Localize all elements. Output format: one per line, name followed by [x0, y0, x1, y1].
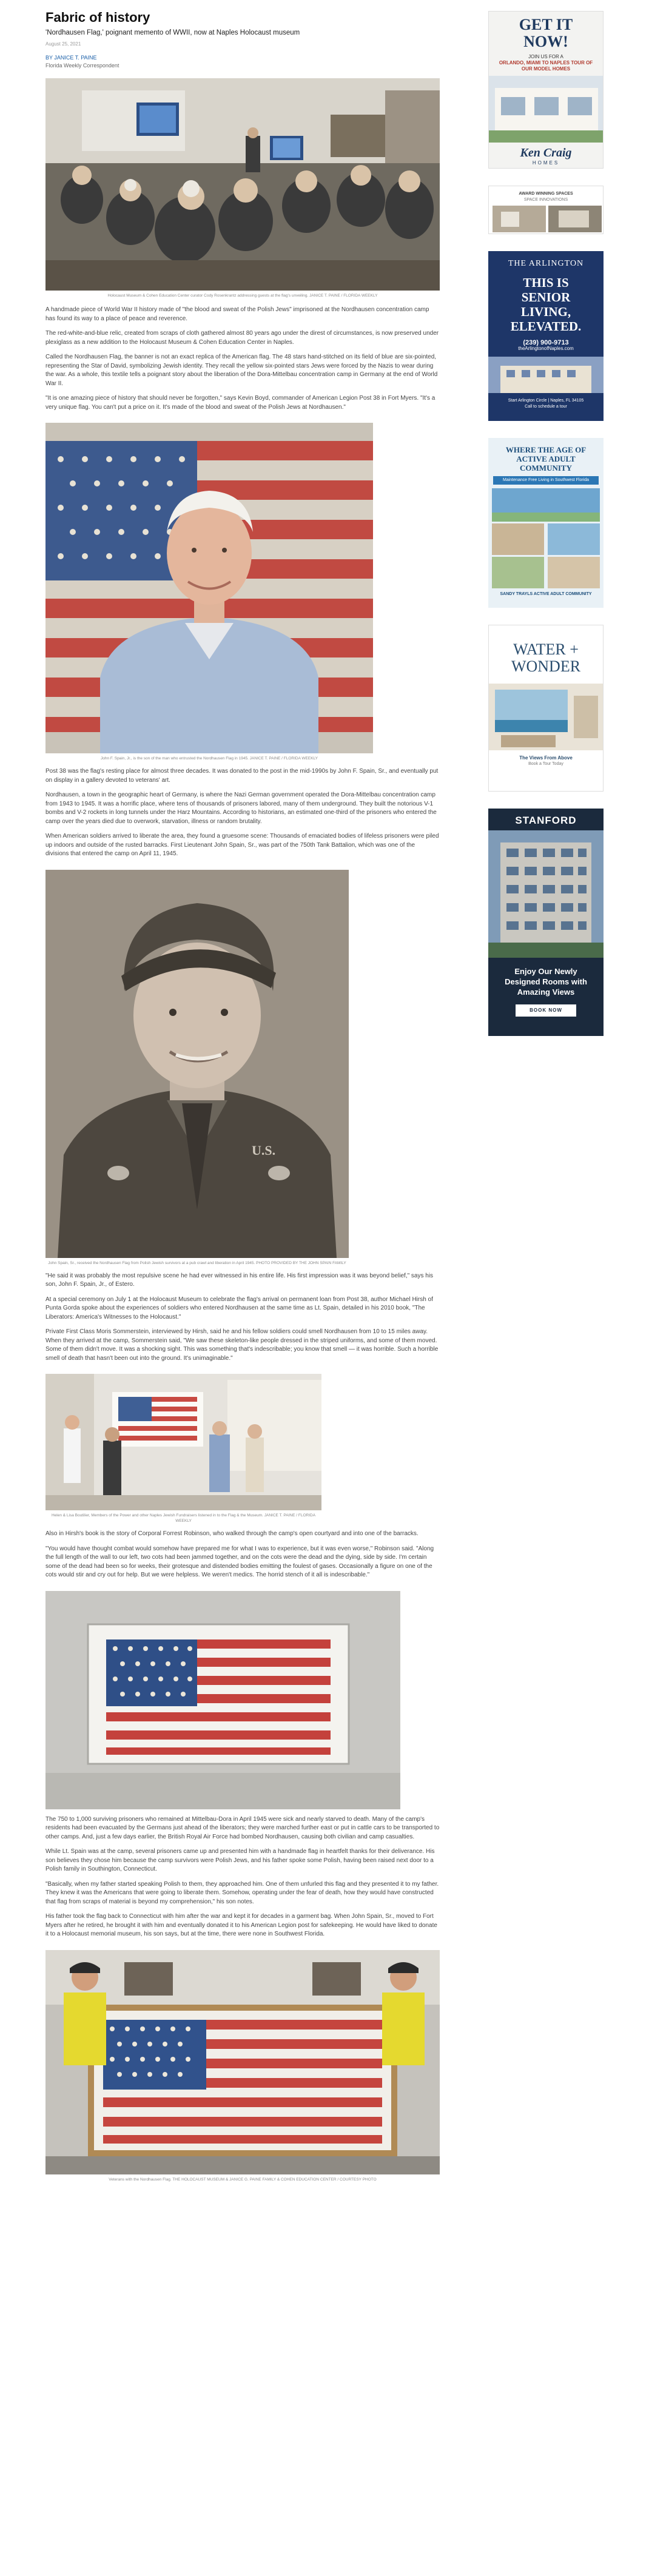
ad6-cta-button[interactable] — [516, 1004, 576, 1017]
ad3-building-photo — [488, 357, 604, 393]
caption-2: John F. Spain, Jr., is the son of the man who entrusted the Nordhausen Flag in 1945. JANICE T. PAINE / FLORIDA WEEKLY — [100, 756, 318, 761]
ad3-brand: THE ARLINGTON — [508, 259, 584, 268]
paragraph: Also in Hirsh's book is the story of Corporal Forrest Robinson, who walked through the camp's open courtyard and into one of the barracks. — [45, 1530, 419, 1537]
author-name[interactable]: BY JANICE T. PAINE — [45, 55, 97, 61]
caption-5: Veterans with the Nordhausen Flag. THE HOLOCAUST MUSEUM & JANICE G. PAINE FAMILY & COHEN EDUCATION CENTER / COURTESY PHOTO — [109, 2177, 377, 2182]
ad1-model-home-photo — [489, 76, 604, 143]
ad1-brand: Ken Craig — [520, 146, 572, 160]
ad1-brand-sub: HOMES — [532, 160, 560, 166]
caption-3: John Spain, Sr., received the Nordhausen Flag from Polish Jewish survivors at a pub crawl and liberation in April 1945. PHOTO PROVIDED BY THE JOHN SPAIN FAMILY — [48, 1260, 346, 1265]
caption-1: Holocaust Museum & Cohen Education Center curator Cody Rosenkrantz addressing guests at the flag's unveiling. JANICE T. PAINE / FLORIDA WEEKLY — [107, 294, 378, 298]
paragraph: Post 38 was the flag's resting place for almost three decades. It was donated to the post in the mid-1990s by John F. Spain, Sr., and eventually put on display in a gallery devoted to veterans' art. — [45, 768, 439, 784]
ad6-building-photo — [488, 830, 604, 958]
paragraph: The 750 to 1,000 surviving prisoners who remained at Mittelbau-Dora in April 1945 were sick and nearly starved to death. Many of the camp's residents had been evacuated by the Germans just ahead of the liberators; they were marched further east or put in cattle cars to be transported to other camps. And, just a few days earlier, the British Royal Air Force had bombed Nordhausen, causing both civilian and camp casualties. — [45, 1815, 440, 1840]
paragraph: At a special ceremony on July 1 at the Holocaust Museum to celebrate the flag's arrival on permanent loan from Post 38, author Michael Hirsh of Punta Gorda spoke about the experiences of soldiers who entered Nordhausen at the same time as Lt. Spain, detailed in his 2010 book, "The Liberators: America's Witnesses to the Holocaust." — [45, 1296, 433, 1320]
ad5-interior-photo — [489, 684, 604, 750]
paragraph: A handmade piece of World War II history made of "the blood and sweat of the Polish Jews" imprisoned at the Nordhausen concentration camp has found its way to a place of peace and reverence. — [45, 306, 429, 322]
ad5-cta[interactable]: Book a Tour Today — [528, 762, 563, 766]
ad5-headline: WATER + WONDER — [511, 641, 581, 675]
ad5-sub: The Views From Above — [519, 755, 573, 761]
ad3-address: Start Arlington Circle | Naples, FL 34105 — [508, 399, 584, 403]
ad4-sub: Maintenance Free Living in Southwest Florida — [493, 476, 599, 485]
ad2-line2: SPACE INNOVATIONS — [523, 198, 568, 202]
article — [45, 0, 440, 2182]
paragraph: The red-white-and-blue relic, created from scraps of cloth gathered almost 80 years ago under the direst of circumstances, is now preserved under plexiglass as a new addition to the Holocaust Museum & Cohen Education Center in Naples. — [45, 330, 439, 346]
author-role: Florida Weekly Correspondent — [45, 62, 119, 69]
ad3-phone: (239) 900-9713 — [523, 339, 569, 346]
paragraph: Private First Class Moris Sommerstein, interviewed by Hirsh, said he and his fellow soldiers could smell Nordhausen from 10 to 15 miles away. When they arrived at the camp, Sommerstein said, "We saw these skeleton-like people dressed in the striped uniforms, and some of them moved. Some of them didn't move. It was a shocking sight. This was something that's indescribable; you know that smell — it was horrible. Such a horrible smell of death that hasn't been out into the ground. It's unimaginable." — [45, 1328, 439, 1362]
article-title: Fabric of history — [45, 10, 150, 25]
photo-flag-in-case — [45, 1591, 400, 1809]
photo-veterans-holding-flag — [45, 1950, 440, 2174]
ad1-line1: JOIN US FOR A — [528, 54, 563, 59]
ad1-headline: GET IT NOW! — [519, 16, 573, 50]
ad6-headline: Enjoy Our Newly Designed Rooms with Amazing Views — [505, 967, 587, 997]
paragraph: While Lt. Spain was at the camp, several prisoners came up and presented him with a handmade flag in heartfelt thanks for their deliverance. His son believes they chose him because the camp survivors were Polish Jews, and his father spoke some Polish, having been raised next door to a Polish family in Southington, Connecticut. — [45, 1848, 435, 1872]
ad4-headline: WHERE THE AGE OF ACTIVE ADULT COMMUNITY — [505, 445, 587, 472]
paragraph: "It is one amazing piece of history that should never be forgotten," says Kevin Boyd, commander of American Legion Post 38 in Fort Myers. "It's a very unique flag. You can't put a price on it. It's made of the blood and sweat of the Polish Jews at Nordhausen." — [45, 395, 435, 411]
sidebar-ads — [488, 11, 604, 1053]
ad3-headline: THIS IS SENIOR LIVING, ELEVATED. — [510, 275, 582, 334]
ad4-brand: SANDY TRAYLS ACTIVE ADULT COMMUNITY — [500, 592, 592, 596]
caption-4: Helen & Lisa Boutilier, Members of the Power and other Naples Jewish Fundraisers listened in to the Flag & the Museum. JANICE T. PAINE / FLORIDA WEEKLY — [51, 1513, 316, 1523]
paragraph: His father took the flag back to Connecticut with him after the war and kept it for decades in a garment bag. When John Spain, Sr., moved to Fort Myers after he retired, he brought it with him and eventually donated it to his American Legion post for safekeeping. He would have liked to donate it to a Holocaust memorial museum, his son says, but at the time, there were none in Southwest Florida. — [45, 1913, 437, 1937]
byline — [45, 54, 440, 70]
paragraph: "You would have thought combat would somehow have prepared me for what I was to experience, but it was even worse," Robinson said. "Along the full length of the wall to our left, two cots had been jammed together, and on the cots were the dead and the dying, side by side. I'm certain some of the dead had been so for weeks, their grotesque and distended bodies emitting the foulest of gases. Occasionally a figure on one of the cots would stir and cry out for help. But we were helpless. We weren't medics. The horrid stench of it all is indescribable." — [45, 1545, 434, 1578]
ad-sandy-trayls[interactable] — [488, 438, 604, 608]
ad3-cta[interactable]: Call to schedule a tour — [525, 405, 567, 409]
ad-space-innovations[interactable] — [488, 186, 604, 234]
photo-john-spain-jr — [45, 423, 373, 753]
ad6-brand: STANFORD — [515, 815, 577, 826]
paragraph: When American soldiers arrived to liberate the area, they found a gruesome scene: Thousands of emaciated bodies of lifeless prisoners were piled up indoors and outside of the rusted barracks. First Lieutenant John Spain, Sr., was part of the 750th Tank Battalion, which was one of the divisions that entered the camp on April 11, 1945. — [45, 833, 439, 857]
ad6-cta-label: BOOK NOW — [530, 1007, 562, 1013]
photo-john-spain-sr — [45, 870, 349, 1258]
ad-water-wonder[interactable] — [488, 625, 604, 792]
ad4-community-photos — [488, 488, 604, 591]
ad-ken-craig-homes[interactable] — [488, 11, 604, 169]
photo-flag-exhibit-visitors — [45, 1374, 321, 1510]
ad-the-arlington[interactable] — [488, 251, 604, 421]
svg-text:U.S.: U.S. — [252, 1142, 276, 1158]
article-subhead: 'Nordhausen Flag,' poignant memento of WWII, now at Naples Holocaust museum — [45, 29, 300, 36]
ad1-line2: ORLANDO, MIAMI TO NAPLES TOUR OF OUR MODEL HOMES — [499, 60, 593, 72]
article-date: August 25, 2021 — [45, 41, 81, 47]
photo-museum-ceremony — [45, 78, 440, 291]
ad2-room-photo — [489, 206, 604, 232]
paragraph: Called the Nordhausen Flag, the banner is not an exact replica of the American flag. The 48 stars hand-stitched on its field of blue are six-pointed, representing the Star of David, symbolizing Jewish identity. They recall the yellow six-pointed stars Jews were forced by the Nazis to wear during the war. As a whole, this textile tells a poignant story about the liberation of the Dora-Mittelbau concentration camp in Germany at the end of World War II. — [45, 354, 438, 387]
ad-stanford[interactable] — [488, 809, 604, 1036]
paragraph: "He said it was probably the most repulsive scene he had ever witnessed in his entire life. His first impression was it was beyond belief," says his son, John F. Spain, Jr., of Estero. — [45, 1272, 434, 1288]
paragraph: "Basically, when my father started speaking Polish to them, they approached him. One of them unfurled this flag and they presented it to my father. They knew it was the Americans that were going to liberate them. Somehow, operating under the fear of death, how they would have constructed that flag from scraps of material is beyond my comprehension," his son notes. — [45, 1880, 439, 1905]
ad2-line1: AWARD WINNING SPACES — [519, 192, 573, 196]
paragraph: Nordhausen, a town in the geographic heart of Germany, is where the Nazi German government operated the Dora-Mittelbau concentration camp from 1943 to 1945. It was a horrific place, where tens of thousands of prisoners labored, many of them underground. They built the notorious V-1 bombs and V-2 rockets in long tunnels under the Harz Mountains. According to historians, an estimated one-third of the prisoners who entered the camp over the years died due to overwork, starvation, illness or random brutality. — [45, 792, 437, 825]
ad3-web[interactable]: theArlingtonofNaples.com — [518, 346, 574, 351]
